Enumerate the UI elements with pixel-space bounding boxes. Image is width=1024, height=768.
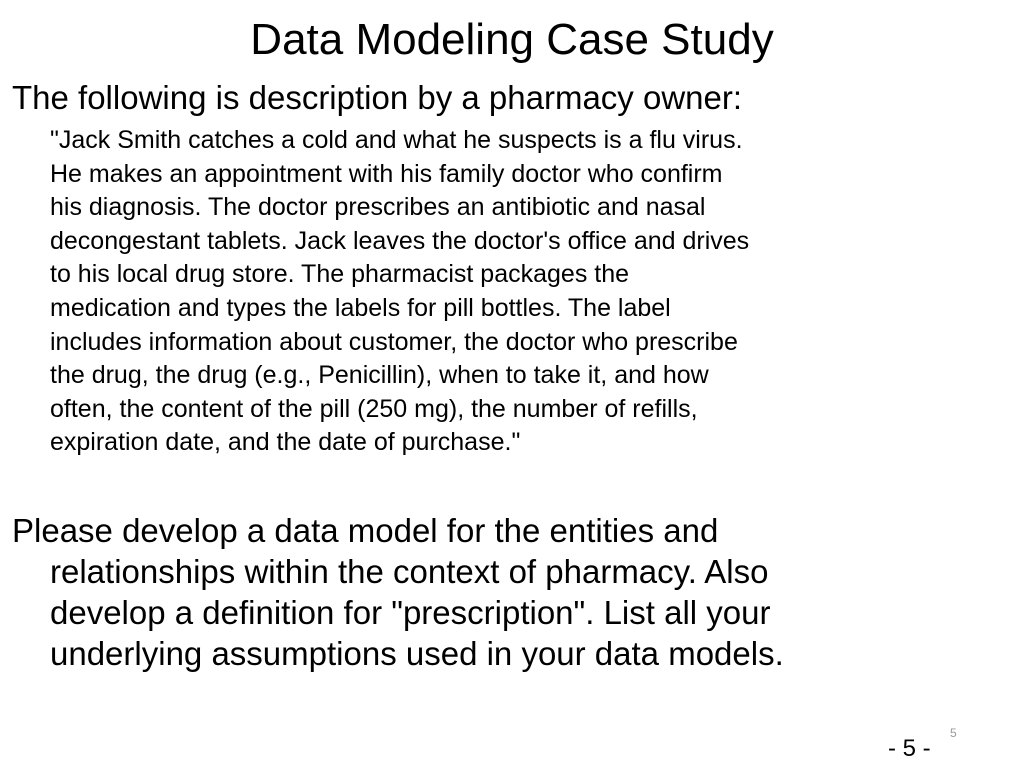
- pharmacy-owner-quote: [50, 124, 1016, 460]
- task-instructions: [12, 510, 1017, 674]
- intro-text: The following is description by a pharmacy owner:: [12, 79, 743, 116]
- quote-line: He makes an appointment with his family doctor who confirm: [50, 159, 723, 188]
- task-line: underlying assumptions used in your data models.: [50, 635, 784, 672]
- quote-line: to his local drug store. The pharmacist packages the: [50, 260, 630, 289]
- task-line: Please develop a data model for the entities and: [12, 512, 719, 549]
- quote-line: includes information about customer, the doctor who prescribe: [50, 327, 738, 356]
- quote-line: "Jack Smith catches a cold and what he suspects is a flu virus.: [50, 126, 743, 154]
- slide-number: 5: [950, 726, 957, 740]
- quote-line: his diagnosis. The doctor prescribes an antibiotic and nasal: [50, 193, 706, 222]
- slide-title: Data Modeling Case Study: [250, 15, 774, 64]
- task-line: relationships within the context of pharmacy. Also: [50, 553, 769, 590]
- quote-line: decongestant tablets. Jack leaves the doctor's office and drives: [50, 226, 750, 255]
- page-footer: - 5 -: [888, 735, 931, 762]
- quote-line: expiration date, and the date of purchase.": [50, 428, 521, 457]
- task-line: develop a definition for "prescription". List all your: [50, 594, 771, 631]
- quote-line: medication and types the labels for pill bottles. The label: [50, 293, 671, 322]
- quote-line: the drug, the drug (e.g., Penicillin), when to take it, and how: [50, 361, 709, 390]
- quote-line: often, the content of the pill (250 mg), the number of refills,: [50, 394, 698, 423]
